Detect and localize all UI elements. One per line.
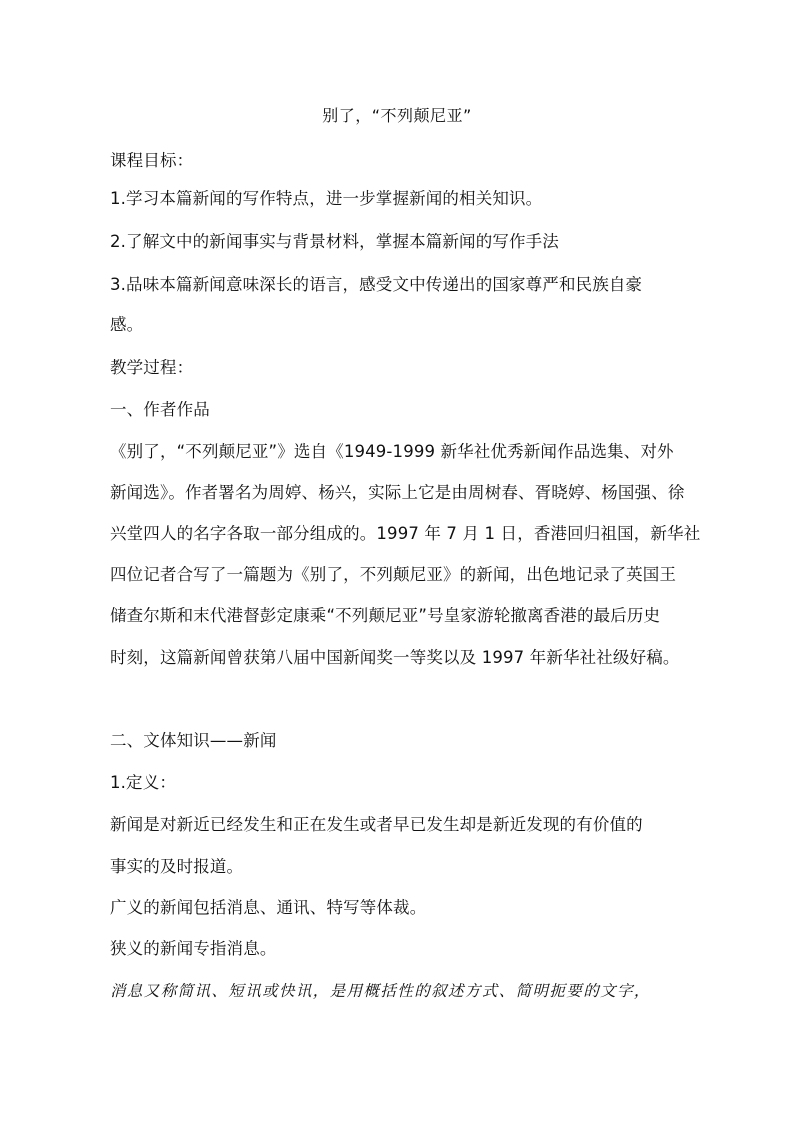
paragraph-line: 感。 — [110, 315, 144, 334]
section-heading-process: 教学过程： — [110, 358, 194, 377]
paragraph-line: 《别了，“不列颠尼亚”》选自《1949-1999 新华社优秀新闻作品选集、对外 — [110, 442, 674, 461]
section-heading-author: 一、作者作品 — [110, 400, 210, 419]
paragraph-line: 储查尔斯和末代港督彭定康乘“不列颠尼亚”号皇家游轮撤离香港的最后历史 — [110, 606, 661, 625]
paragraph-line: 兴堂四人的名字各取一部分组成的。1997 年 7 月 1 日，香港回归祖国，新华社 — [110, 524, 701, 543]
page-title: 别了，“不列颠尼亚” — [322, 106, 472, 125]
paragraph-line: 新闻是对新近已经发生和正在发生或者早已发生却是新近发现的有价值的 — [110, 815, 643, 834]
section-heading-genre: 二、文体知识——新闻 — [110, 731, 277, 750]
paragraph-line: 事实的及时报道。 — [110, 857, 244, 876]
paragraph-line: 新闻选》。作者署名为周婷、杨兴，实际上它是由周树春、胥晓婷、杨国强、徐 — [110, 483, 685, 502]
paragraph-line: 狭义的新闻专指消息。 — [110, 939, 277, 958]
paragraph-line: 3.品味本篇新闻意味深长的语言，感受文中传递出的国家尊严和民族自豪 — [110, 275, 643, 294]
section-heading-goals: 课程目标： — [110, 151, 194, 170]
subheading-definition: 1.定义： — [110, 773, 176, 792]
paragraph-line: 广义的新闻包括消息、通讯、特写等体裁。 — [110, 898, 427, 917]
paragraph-line: 四位记者合写了一篇题为《别了，不列颠尼亚》的新闻，出色地记录了英国王 — [110, 565, 677, 584]
paragraph-line: 消息又称简讯、短讯或快讯，是用概括性的叙述方式、简明扼要的文字， — [110, 982, 651, 1000]
paragraph-line: 1.学习本篇新闻的写作特点，进一步掌握新闻的相关知识。 — [110, 189, 543, 208]
paragraph-line: 时刻，这篇新闻曾获第八届中国新闻奖一等奖以及 1997 年新华社社级好稿。 — [110, 648, 680, 667]
paragraph-line: 2.了解文中的新闻事实与背景材料，掌握本篇新闻的写作手法 — [110, 232, 559, 251]
